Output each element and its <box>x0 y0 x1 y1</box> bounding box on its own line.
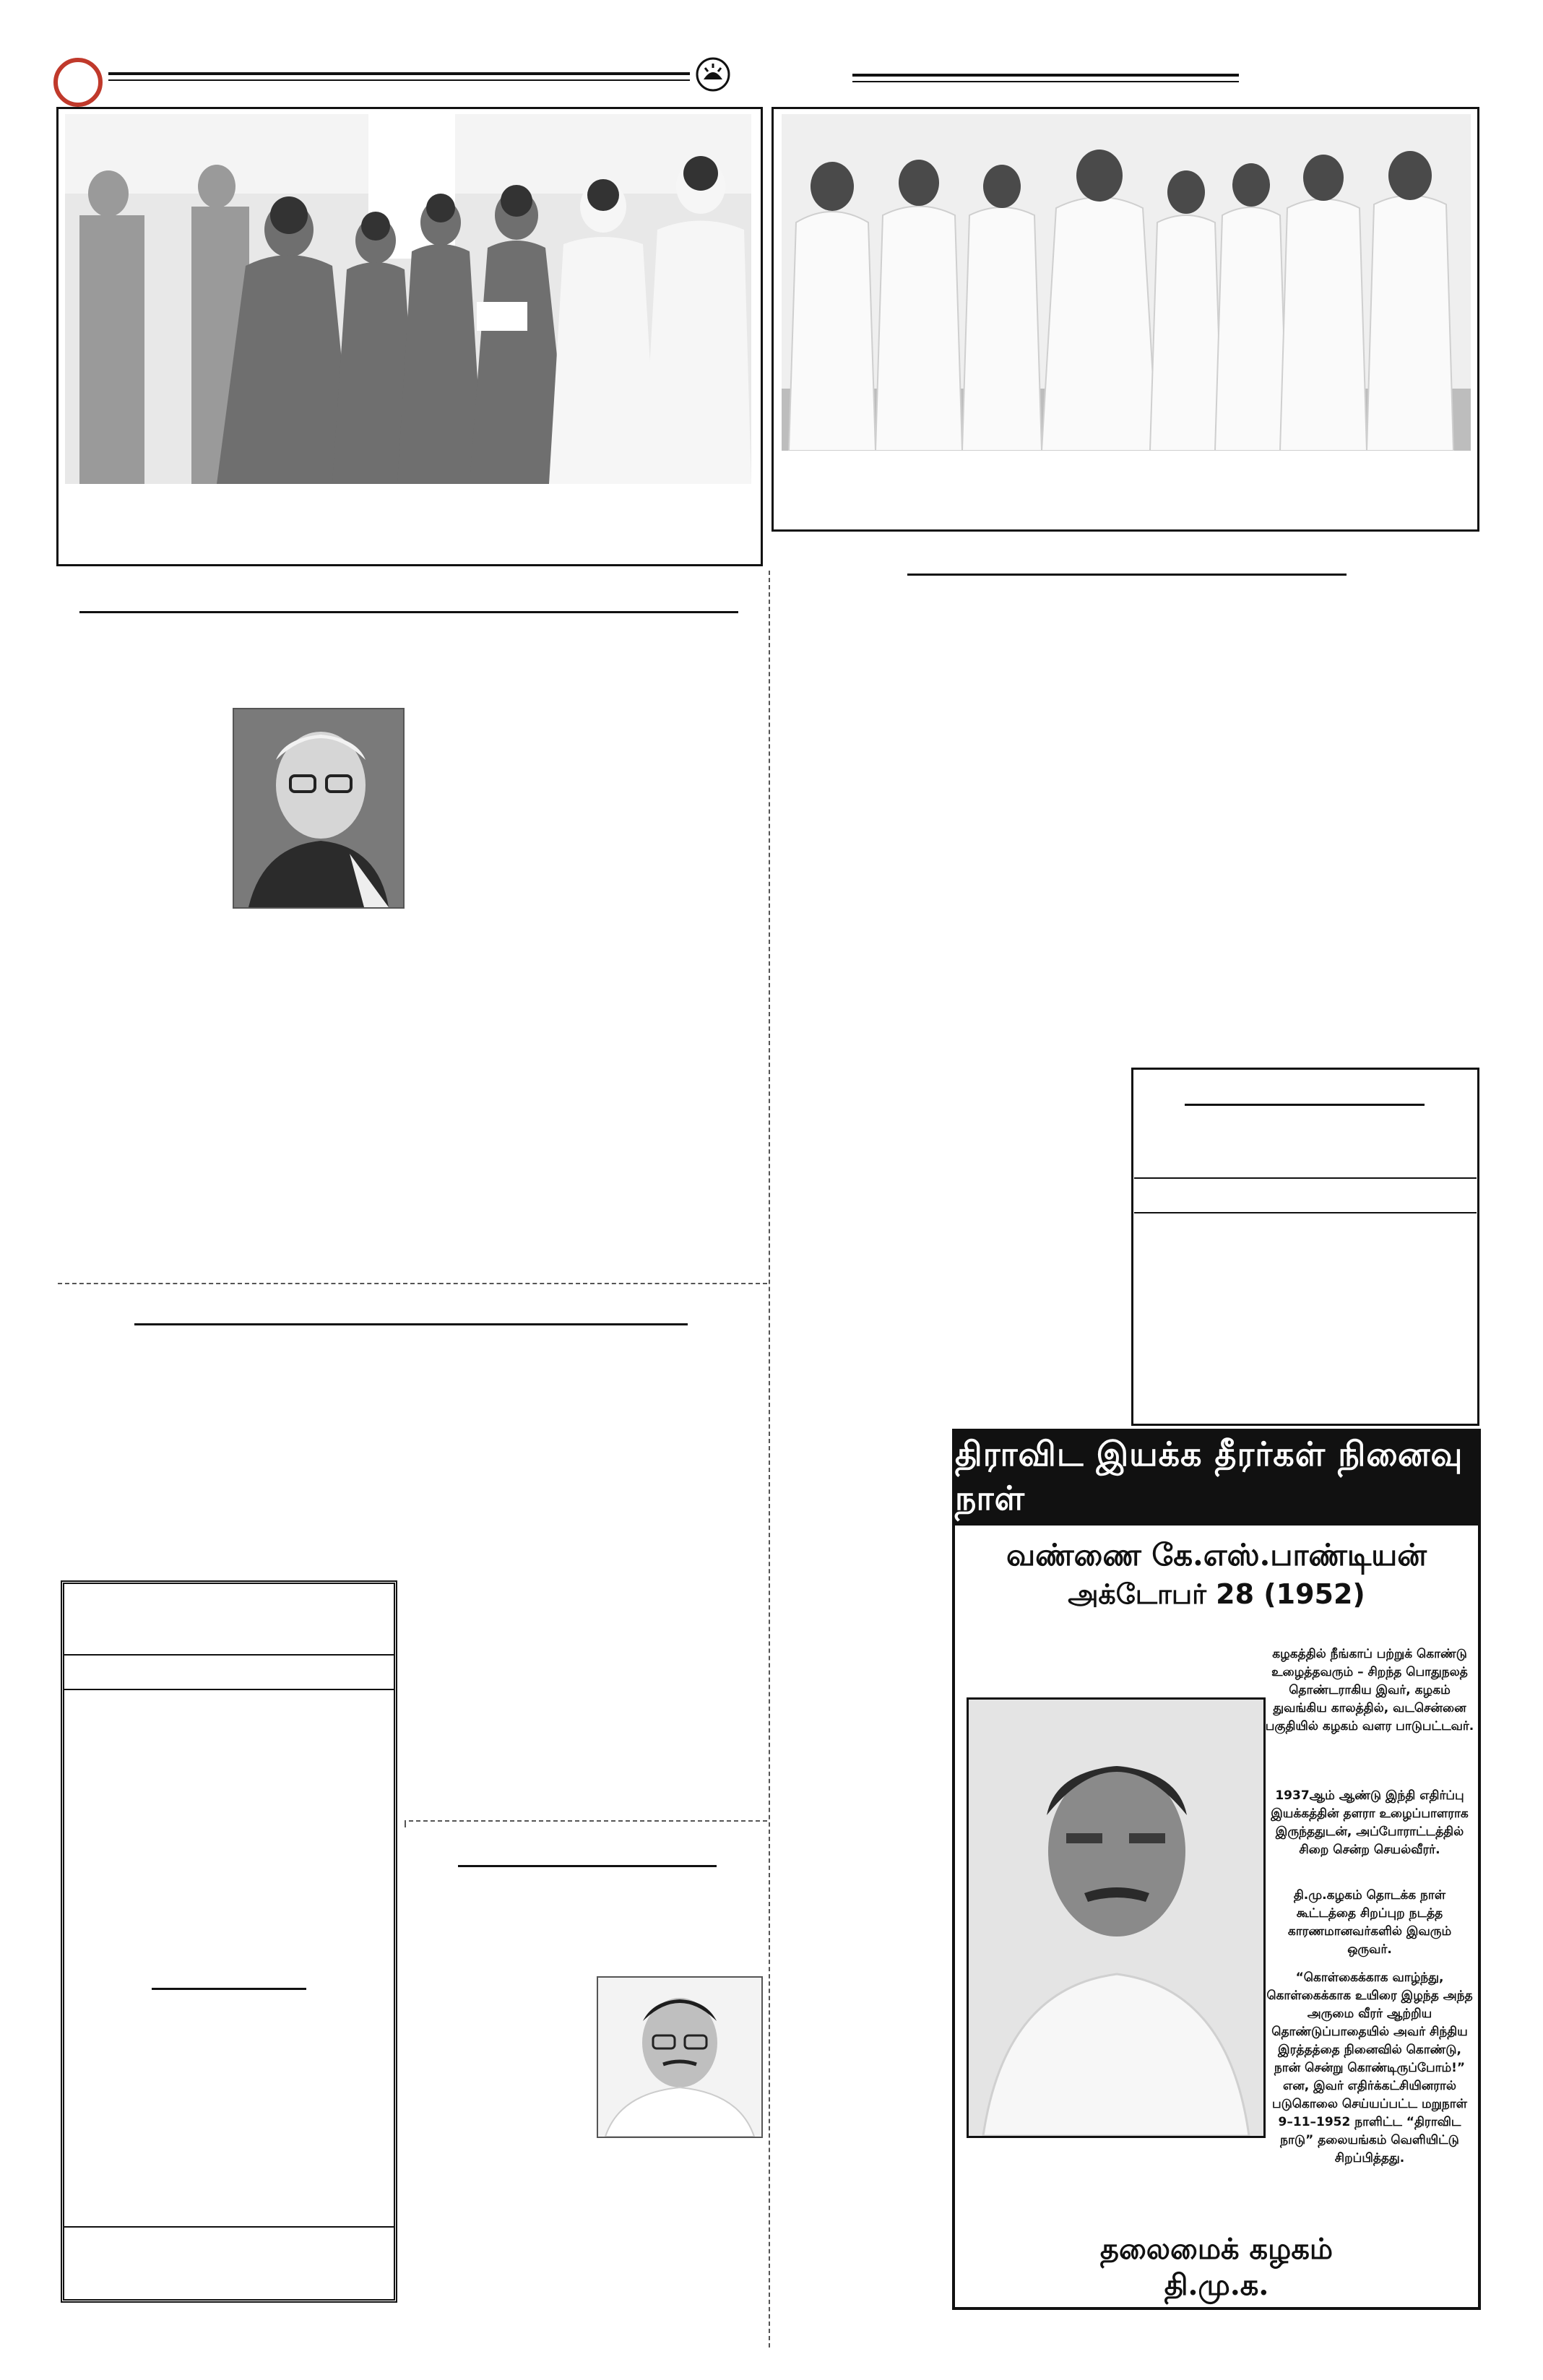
inner-column-divider <box>405 1820 406 1827</box>
header-rule-right <box>852 74 1239 77</box>
portrait-memorial <box>967 1697 1266 2138</box>
corner-marker-icon <box>53 58 103 107</box>
column-divider <box>769 571 770 2347</box>
rising-sun-logo-icon <box>695 56 731 92</box>
notice-box-right-rule-1 <box>1134 1177 1477 1179</box>
top-right-group-photo <box>782 114 1471 451</box>
memorial-banner: திராவிட இயக்க தீரர்கள் நினைவு நாள் <box>955 1432 1478 1526</box>
headline-rule-left-2 <box>134 1323 688 1325</box>
section-divider-bottom-mid <box>409 1820 767 1822</box>
memorial-paragraph-2: 1937ஆம் ஆண்டு இந்தி எதிர்ப்பு இயக்கத்தின் தளரா உழைப்பாளராக இருந்ததுடன், அப்போராட்டத்தில் சிறை சென்ற செயல்வீரர். <box>1271 1788 1469 1857</box>
memorial-paragraph-1: கழகத்தில் நீங்காப் பற்றுக் கொண்டு உழைத்தவரும் – சிறந்த பொதுநலத் தொண்டராகிய இவர், கழகம் துவங்கிய காலத்தில், வடசென்னை பகுதியில் கழகம் வளர பாடுபட்டவர். <box>1265 1647 1474 1734</box>
memorial-footer-party: தி.மு.க. <box>1164 2268 1269 2302</box>
notice-box-right-rule-2 <box>1134 1212 1477 1213</box>
memorial-paragraph-3: தி.மு.கழகம் தொடக்க நாள் கூட்டத்தை சிறப்புற நடத்த காரணமானவர்களில் இவரும் ஒருவர். <box>1287 1888 1452 1957</box>
portrait-smiling-man <box>597 1976 763 2138</box>
memorial-paragraph-4: “கொள்கைக்காக வாழ்ந்து, கொள்கைக்காக உயிரை இழந்த அந்த அருமை வீரர் ஆற்றிய தொண்டுப்பாதையில் அவர் சிந்திய இரத்தத்தை நினைவில் கொண்டு, நான் சென்று கொண்டிருப்போம்!” என, இவர் எதிர்க்கட்சியினரால் படுகொலை செய்யப்பட்ட மறுநாள் 9–11–1952 நாளிட்ட “திராவிட நாடு” தலையங்கம் வெளியிட்டு சிறப்பித்தது. <box>1266 1970 1473 2165</box>
section-divider-left <box>58 1283 767 1284</box>
notice-box-rule-1 <box>64 1654 394 1656</box>
headline-rule-mid <box>458 1865 717 1867</box>
notice-box-right <box>1131 1068 1479 1426</box>
notice-box-rule-2 <box>64 1689 394 1690</box>
memorial-name: வண்ணை கே.எஸ்.பாண்டியன் <box>1006 1537 1427 1572</box>
header-rule-left <box>108 72 690 75</box>
header-rule-right-thin <box>852 81 1239 82</box>
notice-box-right-title-rule <box>1185 1104 1425 1106</box>
notice-box-subhead-rule <box>152 1988 306 1990</box>
headline-rule-left-1 <box>79 611 738 613</box>
headline-rule-right <box>907 574 1347 576</box>
notice-box-rule-3 <box>64 2226 394 2228</box>
portrait-elderly-man <box>233 708 405 909</box>
top-left-group-photo <box>65 114 751 484</box>
memorial-date: அக்டோபர் 28 (1952) <box>1068 1578 1365 1610</box>
memorial-footer-org: தலைமைக் கழகம் <box>1099 2232 1334 2266</box>
header-rule-left-thin <box>108 79 690 81</box>
